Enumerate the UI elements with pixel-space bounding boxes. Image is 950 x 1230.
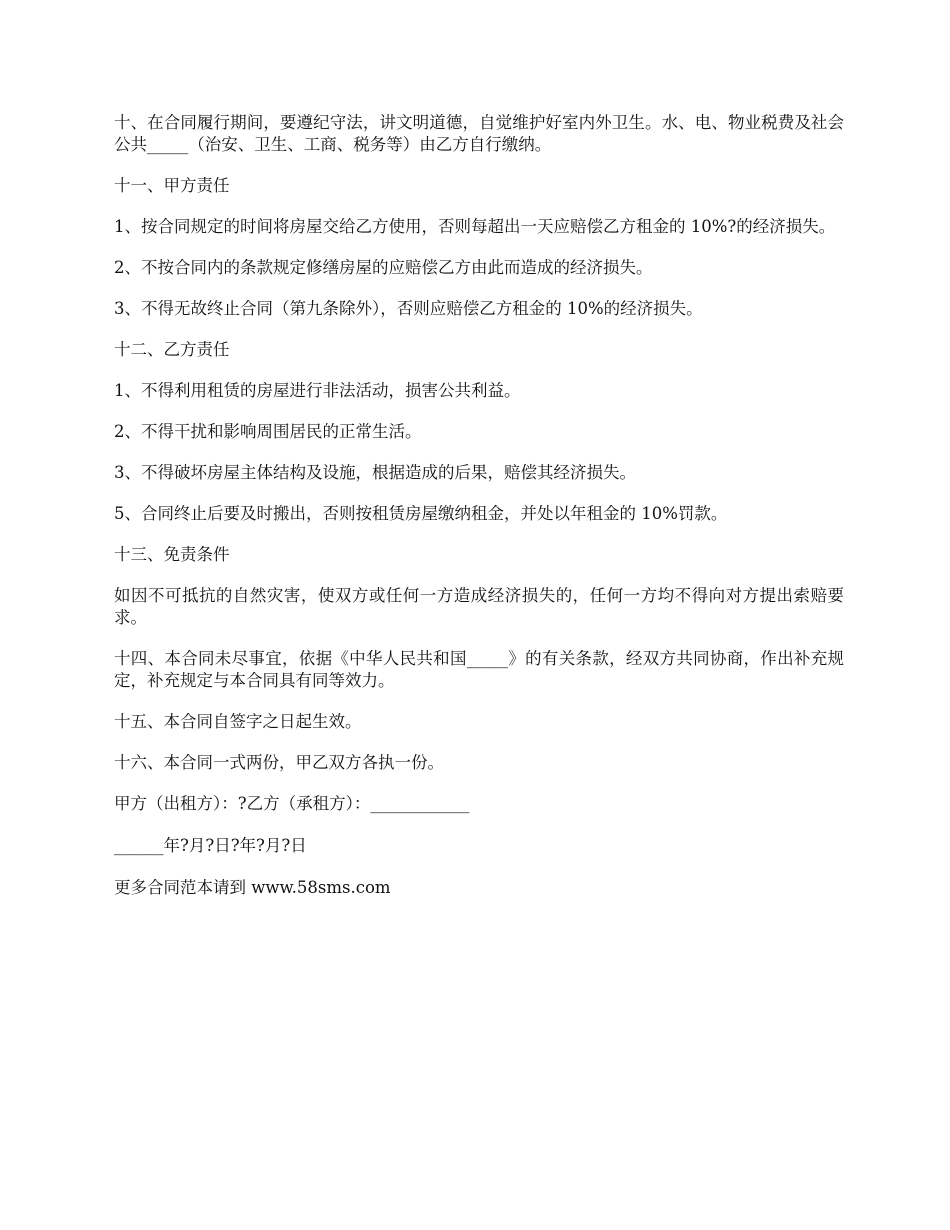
party-a-duty-3: 3、不得无故终止合同（第九条除外），否则应赔偿乙方租金的 10%的经济损失。 — [114, 299, 703, 318]
clause-14-paragraph: 十四、本合同未尽事宜，依据《中华人民共和国_____》的有关条款，经双方共同协商，作出补充规定，补充规定与本合同具有同等效力。 — [114, 649, 844, 690]
party-b-duty-3: 3、不得破坏房屋主体结构及设施，根据造成的后果，赔偿其经济损失。 — [114, 463, 636, 482]
party-a-duty-2: 2、不按合同内的条款规定修缮房屋的应赔偿乙方由此而造成的经济损失。 — [114, 258, 653, 277]
document-body — [114, 112, 844, 918]
party-b-duty-2: 2、不得干扰和影响周围居民的正常生活。 — [114, 422, 422, 441]
signature-parties-line: 甲方（出租方）：?乙方（承租方）：____________ — [114, 794, 470, 813]
clause-16-paragraph: 十六、本合同一式两份，甲乙双方各执一份。 — [114, 753, 444, 772]
party-b-duty-5: 5、合同终止后要及时搬出，否则按租赁房屋缴纳租金，并处以年租金的 10%罚款。 — [114, 504, 728, 523]
party-b-duty-1: 1、不得利用租赁的房屋进行非法活动，损害公共利益。 — [114, 381, 521, 400]
signature-date-line: ______年?月?日?年?月?日 — [114, 836, 307, 855]
section-heading-party-a-duties: 十一、甲方责任 — [114, 176, 230, 195]
exemption-paragraph: 如因不可抵抗的自然灾害，使双方或任何一方造成经济损失的，任何一方均不得向对方提出索赔要求。 — [114, 586, 844, 627]
clause-10-paragraph: 十、在合同履行期间，要遵纪守法，讲文明道德，自觉维护好室内外卫生。水、电、物业税费及社会公共_____（治安、卫生、工商、税务等）由乙方自行缴纳。 — [114, 113, 844, 154]
section-heading-party-b-duties: 十二、乙方责任 — [114, 340, 230, 359]
clause-15-paragraph: 十五、本合同自签字之日起生效。 — [114, 712, 362, 731]
footer-more-templates: 更多合同范本请到 www.58sms.com — [114, 878, 391, 897]
section-heading-exemption: 十三、免责条件 — [114, 545, 230, 564]
party-a-duty-1: 1、按合同规定的时间将房屋交给乙方使用，否则每超出一天应赔偿乙方租金的 10%?的经济损失。 — [114, 217, 836, 236]
